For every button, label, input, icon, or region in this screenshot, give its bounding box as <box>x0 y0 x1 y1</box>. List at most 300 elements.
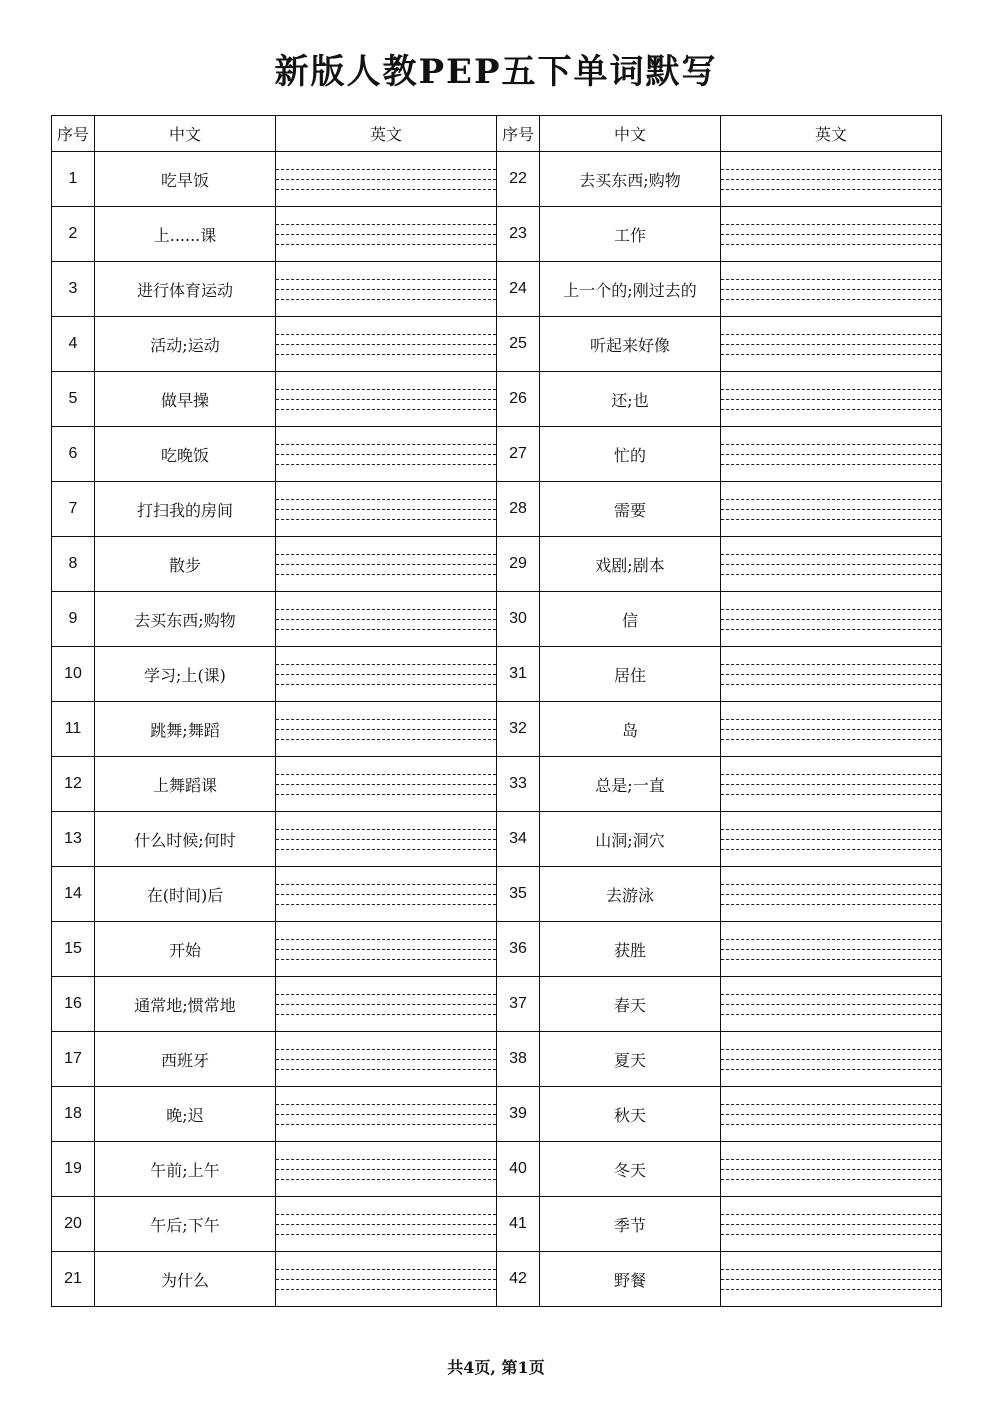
dashed-guide-line <box>721 1114 941 1115</box>
row-number: 28 <box>497 482 540 537</box>
dashed-guide-line <box>276 794 496 795</box>
dashed-guide-line <box>276 1224 496 1225</box>
page-title: 新版人教PEP五下单词默写 <box>274 52 718 92</box>
writing-guide-lines <box>721 537 941 591</box>
dashed-guide-line <box>276 729 496 730</box>
english-answer-field[interactable] <box>721 372 942 427</box>
chinese-word: 夏天 <box>540 1032 721 1087</box>
dashed-guide-line <box>721 344 941 345</box>
dashed-guide-line <box>276 564 496 565</box>
row-number: 18 <box>52 1087 95 1142</box>
writing-guide-lines <box>721 647 941 701</box>
vocabulary-table <box>51 115 942 1307</box>
dashed-guide-line <box>721 994 941 995</box>
dashed-guide-line <box>721 1004 941 1005</box>
table-row <box>52 922 942 977</box>
row-number: 3 <box>52 262 95 317</box>
writing-guide-lines <box>276 1087 496 1141</box>
dashed-guide-line <box>276 1159 496 1160</box>
dashed-guide-line <box>276 939 496 940</box>
dashed-guide-line <box>276 454 496 455</box>
row-number: 19 <box>52 1142 95 1197</box>
dashed-guide-line <box>276 1289 496 1290</box>
dashed-guide-line <box>276 609 496 610</box>
row-number: 36 <box>497 922 540 977</box>
row-number: 35 <box>497 867 540 922</box>
dashed-guide-line <box>721 169 941 170</box>
dashed-guide-line <box>276 994 496 995</box>
english-answer-field[interactable] <box>721 647 942 702</box>
dashed-guide-line <box>721 444 941 445</box>
header-english-left: 英文 <box>276 116 497 152</box>
dashed-guide-line <box>721 774 941 775</box>
chinese-word: 吃晚饭 <box>95 427 276 482</box>
dashed-guide-line <box>721 1069 941 1070</box>
dashed-guide-line <box>721 684 941 685</box>
page-footer: 共4页, 第1页 <box>447 1358 545 1377</box>
row-number: 20 <box>52 1197 95 1252</box>
dashed-guide-line <box>721 1289 941 1290</box>
dashed-guide-line <box>721 1214 941 1215</box>
header-num-left: 序号 <box>52 116 95 152</box>
writing-guide-lines <box>276 482 496 536</box>
english-answer-field[interactable] <box>276 427 497 482</box>
chinese-word: 冬天 <box>540 1142 721 1197</box>
dashed-guide-line <box>721 1014 941 1015</box>
dashed-guide-line <box>276 344 496 345</box>
dashed-guide-line <box>721 1059 941 1060</box>
dashed-guide-line <box>276 829 496 830</box>
dashed-guide-line <box>721 729 941 730</box>
dashed-guide-line <box>721 279 941 280</box>
dashed-guide-line <box>276 1069 496 1070</box>
chinese-word: 上舞蹈课 <box>95 757 276 812</box>
row-number: 26 <box>497 372 540 427</box>
dashed-guide-line <box>721 334 941 335</box>
chinese-word: 需要 <box>540 482 721 537</box>
row-number: 11 <box>52 702 95 757</box>
chinese-word: 跳舞;舞蹈 <box>95 702 276 757</box>
row-number: 1 <box>52 152 95 207</box>
chinese-word: 午后;下午 <box>95 1197 276 1252</box>
dashed-guide-line <box>721 664 941 665</box>
writing-guide-lines <box>721 1032 941 1086</box>
english-answer-field[interactable] <box>276 1142 497 1197</box>
writing-guide-lines <box>276 1142 496 1196</box>
chinese-word: 居住 <box>540 647 721 702</box>
table-row <box>52 647 942 702</box>
dashed-guide-line <box>276 299 496 300</box>
dashed-guide-line <box>276 884 496 885</box>
chinese-word: 开始 <box>95 922 276 977</box>
dashed-guide-line <box>276 399 496 400</box>
writing-guide-lines <box>276 1197 496 1251</box>
writing-guide-lines <box>721 592 941 646</box>
dashed-guide-line <box>721 564 941 565</box>
chinese-word: 做早操 <box>95 372 276 427</box>
writing-guide-lines <box>276 977 496 1031</box>
dashed-guide-line <box>276 519 496 520</box>
dashed-guide-line <box>721 1234 941 1235</box>
writing-guide-lines <box>721 152 941 206</box>
english-answer-field[interactable] <box>276 1032 497 1087</box>
dashed-guide-line <box>276 444 496 445</box>
writing-guide-lines <box>721 1087 941 1141</box>
table-body <box>52 152 942 1307</box>
writing-guide-lines <box>721 1252 941 1306</box>
writing-guide-lines <box>276 262 496 316</box>
row-number: 6 <box>52 427 95 482</box>
writing-guide-lines <box>276 372 496 426</box>
dashed-guide-line <box>276 664 496 665</box>
chinese-word: 工作 <box>540 207 721 262</box>
row-number: 7 <box>52 482 95 537</box>
english-answer-field[interactable] <box>276 1197 497 1252</box>
chinese-word: 西班牙 <box>95 1032 276 1087</box>
table-row <box>52 592 942 647</box>
dashed-guide-line <box>276 334 496 335</box>
english-answer-field[interactable] <box>276 372 497 427</box>
english-answer-field[interactable] <box>721 1252 942 1307</box>
table-row <box>52 1197 942 1252</box>
row-number: 15 <box>52 922 95 977</box>
english-answer-field[interactable] <box>721 812 942 867</box>
writing-guide-lines <box>276 317 496 371</box>
dashed-guide-line <box>276 179 496 180</box>
chinese-word: 岛 <box>540 702 721 757</box>
dashed-guide-line <box>721 894 941 895</box>
writing-guide-lines <box>721 427 941 481</box>
row-number: 27 <box>497 427 540 482</box>
english-answer-field[interactable] <box>721 152 942 207</box>
dashed-guide-line <box>276 629 496 630</box>
table-row <box>52 867 942 922</box>
dashed-guide-line <box>276 244 496 245</box>
chinese-word: 活动;运动 <box>95 317 276 372</box>
english-answer-field[interactable] <box>276 1087 497 1142</box>
row-number: 30 <box>497 592 540 647</box>
english-answer-field[interactable] <box>276 262 497 317</box>
chinese-word: 春天 <box>540 977 721 1032</box>
dashed-guide-line <box>276 1114 496 1115</box>
table-header-row <box>52 116 942 152</box>
row-number: 22 <box>497 152 540 207</box>
table-row <box>52 1087 942 1142</box>
chinese-word: 午前;上午 <box>95 1142 276 1197</box>
english-answer-field[interactable] <box>276 812 497 867</box>
row-number: 34 <box>497 812 540 867</box>
table-row <box>52 262 942 317</box>
dashed-guide-line <box>721 904 941 905</box>
row-number: 42 <box>497 1252 540 1307</box>
dashed-guide-line <box>276 189 496 190</box>
dashed-guide-line <box>276 1014 496 1015</box>
dashed-guide-line <box>276 849 496 850</box>
dashed-guide-line <box>721 1224 941 1225</box>
dashed-guide-line <box>721 739 941 740</box>
table-row <box>52 427 942 482</box>
row-number: 16 <box>52 977 95 1032</box>
row-number: 23 <box>497 207 540 262</box>
dashed-guide-line <box>276 904 496 905</box>
dashed-guide-line <box>721 354 941 355</box>
dashed-guide-line <box>721 454 941 455</box>
dashed-guide-line <box>276 949 496 950</box>
dashed-guide-line <box>276 289 496 290</box>
chinese-word: 通常地;惯常地 <box>95 977 276 1032</box>
row-number: 21 <box>52 1252 95 1307</box>
dashed-guide-line <box>276 1269 496 1270</box>
row-number: 39 <box>497 1087 540 1142</box>
dashed-guide-line <box>276 959 496 960</box>
dashed-guide-line <box>721 609 941 610</box>
dashed-guide-line <box>276 1004 496 1005</box>
english-answer-field[interactable] <box>721 207 942 262</box>
header-num-right: 序号 <box>497 116 540 152</box>
writing-guide-lines <box>276 812 496 866</box>
writing-guide-lines <box>721 922 941 976</box>
writing-guide-lines <box>276 922 496 976</box>
english-answer-field[interactable] <box>276 482 497 537</box>
chinese-word: 去游泳 <box>540 867 721 922</box>
dashed-guide-line <box>721 409 941 410</box>
dashed-guide-line <box>276 674 496 675</box>
dashed-guide-line <box>721 389 941 390</box>
dashed-guide-line <box>276 784 496 785</box>
chinese-word: 散步 <box>95 537 276 592</box>
dashed-guide-line <box>721 949 941 950</box>
table-row <box>52 207 942 262</box>
dashed-guide-line <box>721 719 941 720</box>
dashed-guide-line <box>721 1159 941 1160</box>
chinese-word: 山洞;洞穴 <box>540 812 721 867</box>
dashed-guide-line <box>276 169 496 170</box>
row-number: 31 <box>497 647 540 702</box>
row-number: 37 <box>497 977 540 1032</box>
table-row <box>52 482 942 537</box>
dashed-guide-line <box>721 519 941 520</box>
table-row <box>52 1252 942 1307</box>
chinese-word: 上一个的;刚过去的 <box>540 262 721 317</box>
english-answer-field[interactable] <box>721 1087 942 1142</box>
writing-guide-lines <box>276 757 496 811</box>
dashed-guide-line <box>721 1169 941 1170</box>
dashed-guide-line <box>721 1104 941 1105</box>
row-number: 38 <box>497 1032 540 1087</box>
writing-guide-lines <box>276 647 496 701</box>
english-answer-field[interactable] <box>276 317 497 372</box>
english-answer-field[interactable] <box>721 1142 942 1197</box>
chinese-word: 学习;上(课) <box>95 647 276 702</box>
dashed-guide-line <box>276 839 496 840</box>
writing-guide-lines <box>721 262 941 316</box>
writing-guide-lines <box>276 207 496 261</box>
table-row <box>52 812 942 867</box>
row-number: 2 <box>52 207 95 262</box>
table-row <box>52 152 942 207</box>
english-answer-field[interactable] <box>721 427 942 482</box>
dashed-guide-line <box>721 1049 941 1050</box>
row-number: 10 <box>52 647 95 702</box>
english-answer-field[interactable] <box>276 867 497 922</box>
chinese-word: 在(时间)后 <box>95 867 276 922</box>
chinese-word: 获胜 <box>540 922 721 977</box>
english-answer-field[interactable] <box>721 482 942 537</box>
row-number: 12 <box>52 757 95 812</box>
writing-guide-lines <box>276 152 496 206</box>
chinese-word: 野餐 <box>540 1252 721 1307</box>
writing-guide-lines <box>276 537 496 591</box>
row-number: 14 <box>52 867 95 922</box>
dashed-guide-line <box>276 684 496 685</box>
row-number: 41 <box>497 1197 540 1252</box>
row-number: 13 <box>52 812 95 867</box>
row-number: 25 <box>497 317 540 372</box>
dashed-guide-line <box>276 619 496 620</box>
dashed-guide-line <box>721 299 941 300</box>
writing-guide-lines <box>721 317 941 371</box>
dashed-guide-line <box>721 1269 941 1270</box>
chinese-word: 忙的 <box>540 427 721 482</box>
dashed-guide-line <box>276 499 496 500</box>
chinese-word: 信 <box>540 592 721 647</box>
dashed-guide-line <box>721 189 941 190</box>
writing-guide-lines <box>276 592 496 646</box>
english-answer-field[interactable] <box>276 207 497 262</box>
dashed-guide-line <box>721 674 941 675</box>
chinese-word: 总是;一直 <box>540 757 721 812</box>
english-answer-field[interactable] <box>721 262 942 317</box>
english-answer-field[interactable] <box>276 647 497 702</box>
writing-guide-lines <box>276 1252 496 1306</box>
english-answer-field[interactable] <box>276 922 497 977</box>
dashed-guide-line <box>276 389 496 390</box>
dashed-guide-line <box>721 574 941 575</box>
writing-guide-lines <box>276 867 496 921</box>
dashed-guide-line <box>276 1049 496 1050</box>
dashed-guide-line <box>721 289 941 290</box>
dashed-guide-line <box>721 939 941 940</box>
dashed-guide-line <box>276 1104 496 1105</box>
english-answer-field[interactable] <box>276 537 497 592</box>
row-number: 40 <box>497 1142 540 1197</box>
chinese-word: 还;也 <box>540 372 721 427</box>
dashed-guide-line <box>276 1124 496 1125</box>
writing-guide-lines <box>721 372 941 426</box>
writing-guide-lines <box>276 1032 496 1086</box>
dashed-guide-line <box>721 884 941 885</box>
dashed-guide-line <box>721 794 941 795</box>
dashed-guide-line <box>276 354 496 355</box>
chinese-word: 去买东西;购物 <box>540 152 721 207</box>
chinese-word: 季节 <box>540 1197 721 1252</box>
english-answer-field[interactable] <box>721 1032 942 1087</box>
dashed-guide-line <box>721 179 941 180</box>
dashed-guide-line <box>721 959 941 960</box>
writing-guide-lines <box>721 207 941 261</box>
english-answer-field[interactable] <box>276 592 497 647</box>
dashed-guide-line <box>721 1124 941 1125</box>
row-number: 5 <box>52 372 95 427</box>
dashed-guide-line <box>276 1234 496 1235</box>
chinese-word: 上......课 <box>95 207 276 262</box>
table-row <box>52 757 942 812</box>
header-chinese-right: 中文 <box>540 116 721 152</box>
writing-guide-lines <box>721 482 941 536</box>
header-chinese-left: 中文 <box>95 116 276 152</box>
english-answer-field[interactable] <box>721 1197 942 1252</box>
chinese-word: 戏剧;剧本 <box>540 537 721 592</box>
dashed-guide-line <box>721 244 941 245</box>
dashed-guide-line <box>721 839 941 840</box>
dashed-guide-line <box>276 464 496 465</box>
table-row <box>52 317 942 372</box>
dashed-guide-line <box>721 399 941 400</box>
writing-guide-lines <box>721 867 941 921</box>
row-number: 4 <box>52 317 95 372</box>
writing-guide-lines <box>721 757 941 811</box>
dashed-guide-line <box>721 1179 941 1180</box>
dashed-guide-line <box>721 829 941 830</box>
chinese-word: 去买东西;购物 <box>95 592 276 647</box>
english-answer-field[interactable] <box>276 702 497 757</box>
chinese-word: 为什么 <box>95 1252 276 1307</box>
dashed-guide-line <box>721 784 941 785</box>
writing-guide-lines <box>721 977 941 1031</box>
english-answer-field[interactable] <box>721 537 942 592</box>
english-answer-field[interactable] <box>721 867 942 922</box>
chinese-word: 晚;迟 <box>95 1087 276 1142</box>
english-answer-field[interactable] <box>721 702 942 757</box>
english-answer-field[interactable] <box>721 592 942 647</box>
dashed-guide-line <box>721 1279 941 1280</box>
english-answer-field[interactable] <box>276 757 497 812</box>
table-row <box>52 1032 942 1087</box>
dashed-guide-line <box>276 1214 496 1215</box>
english-answer-field[interactable] <box>276 1252 497 1307</box>
english-answer-field[interactable] <box>721 757 942 812</box>
writing-guide-lines <box>721 1197 941 1251</box>
row-number: 24 <box>497 262 540 317</box>
header-english-right: 英文 <box>721 116 942 152</box>
dashed-guide-line <box>276 719 496 720</box>
dashed-guide-line <box>276 1279 496 1280</box>
dashed-guide-line <box>721 464 941 465</box>
english-answer-field[interactable] <box>276 152 497 207</box>
english-answer-field[interactable] <box>721 317 942 372</box>
dashed-guide-line <box>276 279 496 280</box>
dashed-guide-line <box>721 554 941 555</box>
writing-guide-lines <box>276 427 496 481</box>
english-answer-field[interactable] <box>276 977 497 1032</box>
dashed-guide-line <box>276 1179 496 1180</box>
english-answer-field[interactable] <box>721 922 942 977</box>
row-number: 29 <box>497 537 540 592</box>
dashed-guide-line <box>276 894 496 895</box>
english-answer-field[interactable] <box>721 977 942 1032</box>
row-number: 9 <box>52 592 95 647</box>
dashed-guide-line <box>721 619 941 620</box>
chinese-word: 打扫我的房间 <box>95 482 276 537</box>
writing-guide-lines <box>721 1142 941 1196</box>
dashed-guide-line <box>721 234 941 235</box>
writing-guide-lines <box>276 702 496 756</box>
table-row <box>52 1142 942 1197</box>
dashed-guide-line <box>276 234 496 235</box>
table-row <box>52 372 942 427</box>
row-number: 17 <box>52 1032 95 1087</box>
dashed-guide-line <box>276 554 496 555</box>
